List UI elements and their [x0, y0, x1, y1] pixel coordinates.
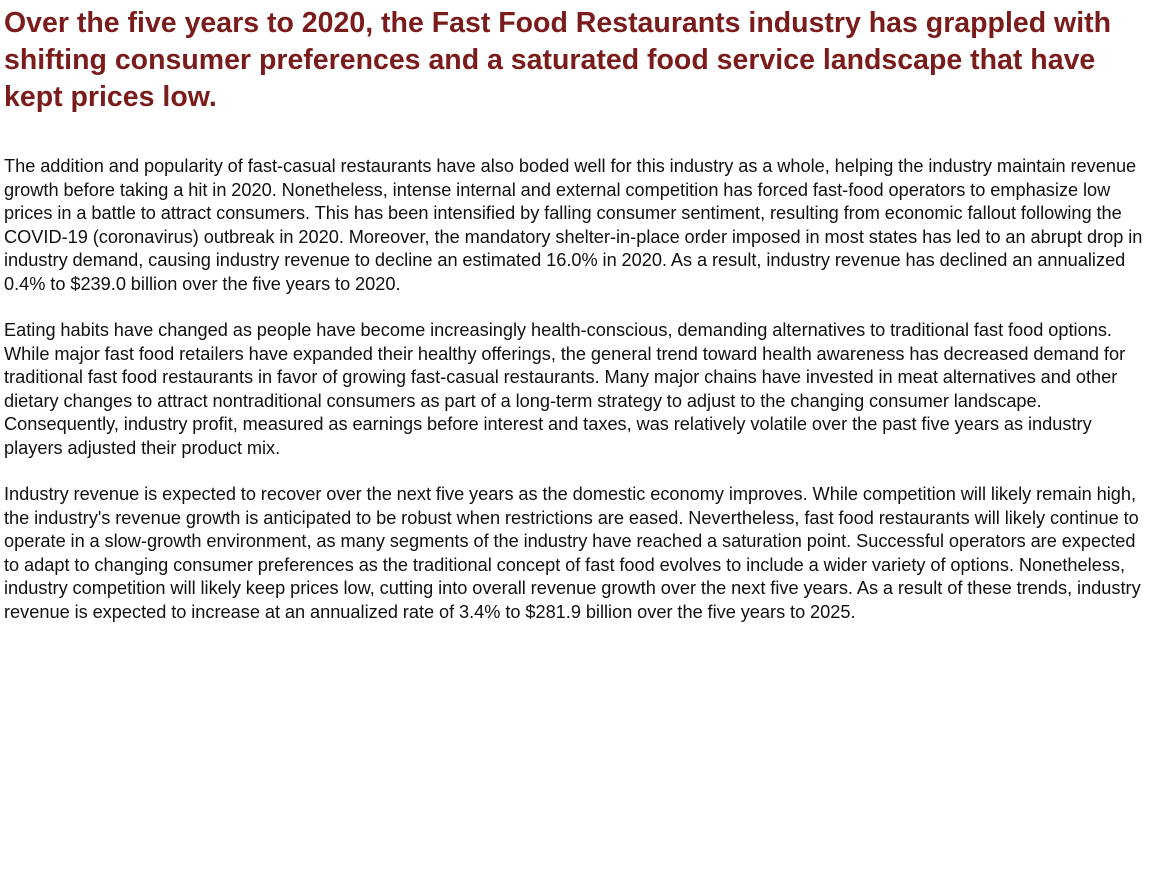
article-paragraph-1: The addition and popularity of fast-casual restaurants have also boded well for this industry as a whole, helping the industry maintain revenue growth before taking a hit in 2020. Nonetheless, intense internal and external competition has forced fast-food operators to emphasize low prices in a battle to attract consumers. This has been intensified by falling consumer sentiment, resulting from economic fallout following the COVID-19 (coronavirus) outbreak in 2020. Moreover, the mandatory shelter-in-place order imposed in most states has led to an abrupt drop in industry demand, causing industry revenue to decline an estimated 16.0% in 2020. As a result, industry revenue has declined an annualized 0.4% to $239.0 billion over the five years to 2020.: [4, 156, 1143, 294]
article-headline: Over the five years to 2020, the Fast Food Restaurants industry has grappled with shifting consumer preferences and a saturated food service landscape that have kept prices low.: [4, 7, 1112, 113]
article-paragraph-3: Industry revenue is expected to recover over the next five years as the domestic economy improves. While competition will likely remain high, the industry's revenue growth is anticipated to be robust when restrictions are eased. Nevertheless, fast food restaurants will likely continue to operate in a slow-growth environment, as many segments of the industry have reached a saturation point. Successful operators are expected to adapt to changing consumer preferences as the traditional concept of fast food evolves to include a wider variety of options. Nonetheless, industry competition will likely keep prices low, cutting into overall revenue growth over the next five years. As a result of these trends, industry revenue is expected to increase at an annualized rate of 3.4% to $281.9 billion over the five years to 2025.: [4, 484, 1141, 622]
article-paragraph-2: Eating habits have changed as people have become increasingly health-conscious, demanding alternatives to traditional fast food options. While major fast food retailers have expanded their healthy offerings, the general trend toward health awareness has decreased demand for traditional fast food restaurants in favor of growing fast-casual restaurants. Many major chains have invested in meat alternatives and other dietary changes to attract nontraditional consumers as part of a long-term strategy to adjust to the changing consumer landscape. Consequently, industry profit, measured as earnings before interest and taxes, was relatively volatile over the past five years as industry players adjusted their product mix.: [4, 320, 1126, 458]
article: [4, 0, 1144, 624]
